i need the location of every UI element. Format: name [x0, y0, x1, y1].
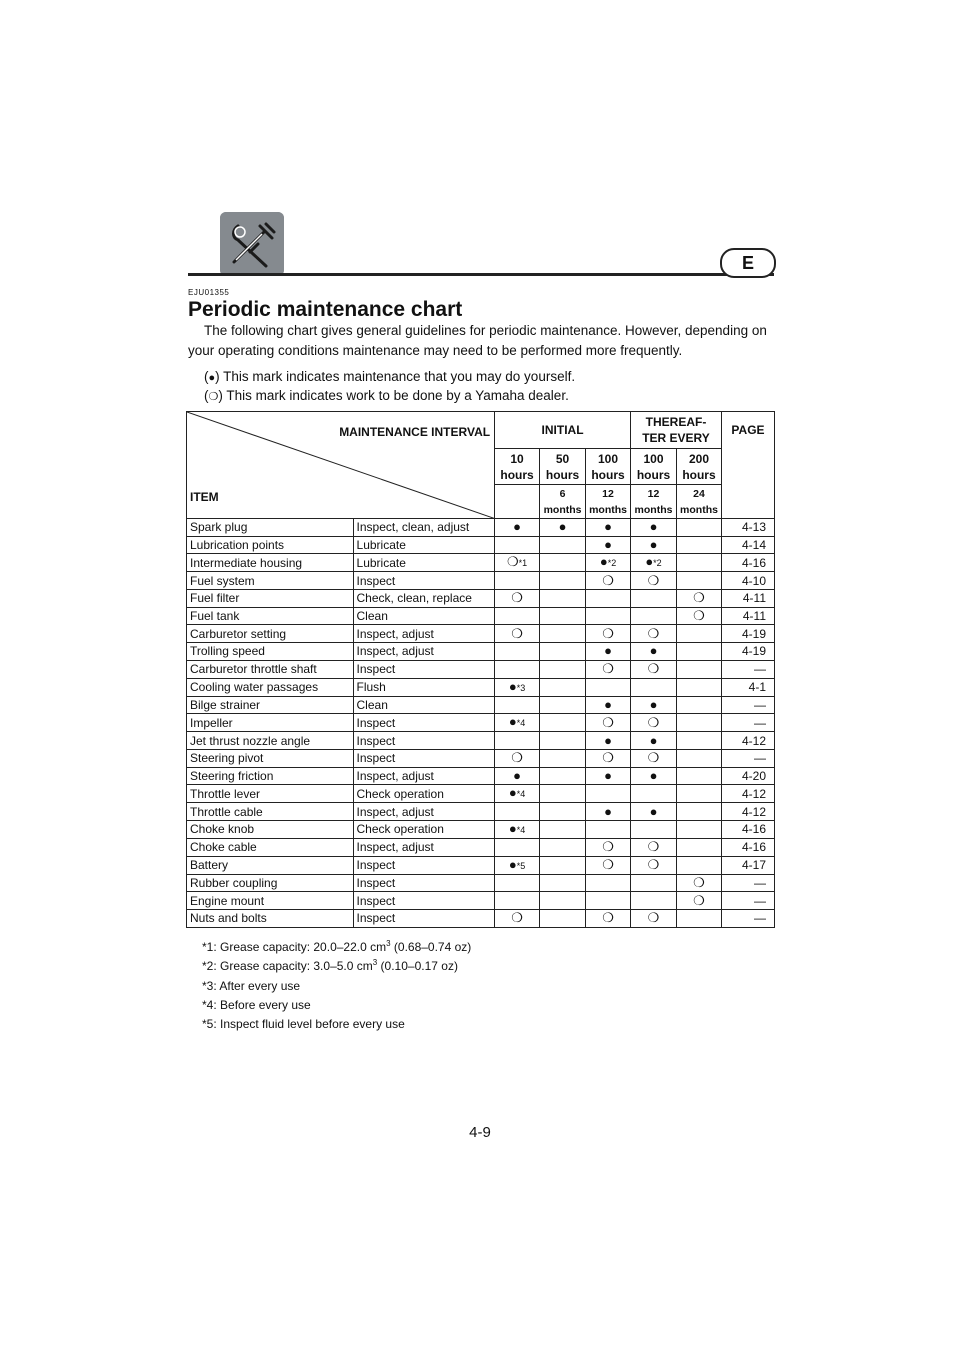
- table-body: [187, 519, 775, 928]
- mark-cell: [677, 732, 722, 750]
- mark-cell: [586, 820, 631, 838]
- mark-cell: ●: [631, 643, 677, 661]
- footnote-item: *1: Grease capacity: 20.0–22.0 $cm^3$ (0.68–0.74 oz): [202, 939, 472, 954]
- mark-cell: ●*3: [495, 678, 540, 696]
- mark-cell: [677, 643, 722, 661]
- mark-cell: ❍*1: [495, 554, 540, 572]
- mark-cell: ●*2: [631, 554, 677, 572]
- mark-cell: ●*5: [495, 856, 540, 874]
- page-ref-cell: —: [721, 660, 774, 678]
- mark-cell: ●: [586, 536, 631, 554]
- mark-cell: [677, 803, 722, 821]
- mark-cell: [540, 678, 586, 696]
- maintenance-interval-label: MAINTENANCE INTERVAL: [339, 425, 491, 439]
- mark-cell: ❍: [631, 572, 677, 590]
- item-cell: Nuts and bolts: [187, 910, 354, 928]
- action-cell: Inspect: [353, 660, 495, 678]
- table-row: [187, 536, 775, 554]
- mark-cell: [677, 785, 722, 803]
- table-row: [187, 892, 775, 910]
- mark-cell: ❍: [586, 714, 631, 732]
- table-row: [187, 643, 775, 661]
- mark-cell: [631, 607, 677, 625]
- months-cell: [495, 485, 540, 519]
- item-cell: Bilge strainer: [187, 696, 354, 714]
- mark-cell: [540, 910, 586, 928]
- hours-cell: 50 hours: [540, 449, 586, 485]
- mark-cell: [631, 785, 677, 803]
- doc-code: EJU01355: [188, 288, 230, 297]
- table-row: [187, 803, 775, 821]
- mark-cell: [495, 892, 540, 910]
- action-cell: Check operation: [353, 785, 495, 803]
- months-cell: 6 months: [540, 485, 586, 519]
- item-cell: Engine mount: [187, 892, 354, 910]
- table-row: [187, 767, 775, 785]
- page-ref-cell: —: [721, 910, 774, 928]
- page-ref-cell: 4-10: [721, 572, 774, 590]
- mark-cell: ❍: [631, 714, 677, 732]
- mark-cell: [540, 625, 586, 643]
- mark-cell: [540, 572, 586, 590]
- mark-cell: ●: [586, 767, 631, 785]
- page-ref-cell: —: [721, 696, 774, 714]
- mark-cell: [540, 714, 586, 732]
- page-ref-cell: 4-11: [721, 590, 774, 608]
- mark-cell: [586, 590, 631, 608]
- footnote-item: *3: After every use: [202, 978, 301, 993]
- mark-cell: ❍: [631, 838, 677, 856]
- mark-cell: ❍: [586, 856, 631, 874]
- action-cell: Inspect, clean, adjust: [353, 519, 495, 537]
- language-badge: E: [720, 248, 776, 278]
- mark-cell: ●*2: [586, 554, 631, 572]
- mark-cell: ●: [586, 732, 631, 750]
- item-cell: Throttle cable: [187, 803, 354, 821]
- legend-filled: (●) This mark indicates maintenance that you may do yourself.: [204, 369, 576, 384]
- table-row: [187, 678, 775, 696]
- mark-cell: [677, 519, 722, 537]
- mark-cell: [631, 678, 677, 696]
- mark-cell: ●*4: [495, 820, 540, 838]
- mark-cell: [540, 803, 586, 821]
- mark-cell: [677, 714, 722, 732]
- mark-cell: [495, 838, 540, 856]
- mark-cell: [540, 607, 586, 625]
- item-cell: Impeller: [187, 714, 354, 732]
- mark-cell: ❍: [586, 910, 631, 928]
- mark-cell: ●: [586, 696, 631, 714]
- table-row: [187, 874, 775, 892]
- mark-cell: [631, 874, 677, 892]
- mark-cell: ❍: [677, 607, 722, 625]
- table-row: [187, 732, 775, 750]
- mark-cell: ❍: [586, 660, 631, 678]
- mark-cell: [631, 892, 677, 910]
- page-ref-cell: 4-1: [721, 678, 774, 696]
- mark-cell: [495, 696, 540, 714]
- page-ref-cell: —: [721, 714, 774, 732]
- item-cell: Fuel tank: [187, 607, 354, 625]
- mark-cell: [677, 625, 722, 643]
- action-cell: Clean: [353, 607, 495, 625]
- page-ref-cell: —: [721, 749, 774, 767]
- table-row: [187, 910, 775, 928]
- months-cell: 24 months: [677, 485, 722, 519]
- mark-cell: ❍: [631, 749, 677, 767]
- table-row: [187, 785, 775, 803]
- mark-cell: [540, 892, 586, 910]
- mark-cell: ❍: [677, 590, 722, 608]
- hours-cell: 100 hours: [631, 449, 677, 485]
- mark-cell: [495, 572, 540, 590]
- page-ref-cell: —: [721, 892, 774, 910]
- hours-cell: 200 hours: [677, 449, 722, 485]
- page-ref-cell: 4-16: [721, 838, 774, 856]
- mark-cell: [631, 820, 677, 838]
- mark-cell: ●: [631, 696, 677, 714]
- months-cell: 12 months: [631, 485, 677, 519]
- item-cell: Choke knob: [187, 820, 354, 838]
- mark-cell: [677, 749, 722, 767]
- item-cell: Cooling water passages: [187, 678, 354, 696]
- item-cell: Rubber coupling: [187, 874, 354, 892]
- item-cell: Carburetor setting: [187, 625, 354, 643]
- initial-header: INITIAL: [495, 412, 631, 449]
- mark-cell: ❍: [495, 749, 540, 767]
- mark-cell: ❍: [495, 625, 540, 643]
- mark-cell: [495, 607, 540, 625]
- action-cell: Inspect: [353, 856, 495, 874]
- action-cell: Inspect: [353, 572, 495, 590]
- mark-cell: ●: [631, 519, 677, 537]
- table-row: [187, 660, 775, 678]
- mark-cell: ❍: [495, 910, 540, 928]
- page-header: PAGE: [721, 412, 774, 519]
- mark-cell: [677, 820, 722, 838]
- mark-cell: ●: [586, 803, 631, 821]
- footnote-item: *2: Grease capacity: 3.0–5.0 $cm^3$ (0.10–0.17 oz): [202, 958, 458, 974]
- mark-cell: ●*4: [495, 785, 540, 803]
- mark-cell: [677, 838, 722, 856]
- footnotes: [202, 936, 471, 1032]
- open-circle-icon: ❍: [208, 391, 219, 403]
- action-cell: Lubricate: [353, 554, 495, 572]
- action-cell: Inspect, adjust: [353, 625, 495, 643]
- mark-cell: ❍: [677, 892, 722, 910]
- mark-cell: [677, 856, 722, 874]
- filled-dot-icon: ●: [208, 372, 216, 384]
- mark-cell: ●: [540, 519, 586, 537]
- mark-cell: ●: [631, 536, 677, 554]
- page-ref-cell: 4-12: [721, 785, 774, 803]
- page-ref-cell: 4-12: [721, 732, 774, 750]
- mark-cell: ●*4: [495, 714, 540, 732]
- table-row: [187, 590, 775, 608]
- months-cell: 12 months: [586, 485, 631, 519]
- mark-cell: [540, 660, 586, 678]
- page-ref-cell: 4-14: [721, 536, 774, 554]
- mark-cell: ●: [495, 519, 540, 537]
- table-row: [187, 554, 775, 572]
- page-number: 4-9: [469, 1124, 491, 1141]
- legend-open: (❍) This mark indicates work to be done by a Yamaha dealer.: [204, 388, 569, 403]
- page-ref-cell: —: [721, 874, 774, 892]
- table-row: [187, 519, 775, 537]
- mark-cell: [495, 643, 540, 661]
- mark-cell: [495, 536, 540, 554]
- action-cell: Check, clean, replace: [353, 590, 495, 608]
- mark-cell: [540, 785, 586, 803]
- mark-cell: ●: [631, 732, 677, 750]
- action-cell: Inspect, adjust: [353, 838, 495, 856]
- item-cell: Fuel filter: [187, 590, 354, 608]
- mark-cell: ❍: [631, 856, 677, 874]
- action-cell: Inspect, adjust: [353, 767, 495, 785]
- item-cell: Spark plug: [187, 519, 354, 537]
- mark-cell: ●: [586, 519, 631, 537]
- mark-cell: [586, 892, 631, 910]
- item-cell: Fuel system: [187, 572, 354, 590]
- mark-cell: [495, 803, 540, 821]
- mark-cell: ❍: [586, 572, 631, 590]
- action-cell: Inspect, adjust: [353, 643, 495, 661]
- item-cell: Jet thrust nozzle angle: [187, 732, 354, 750]
- mark-cell: ❍: [586, 749, 631, 767]
- footnote-item: *5: Inspect fluid level before every use: [202, 1017, 405, 1032]
- mark-cell: ●: [495, 767, 540, 785]
- item-cell: Lubrication points: [187, 536, 354, 554]
- mark-cell: [540, 767, 586, 785]
- table-row: [187, 572, 775, 590]
- page-ref-cell: 4-13: [721, 519, 774, 537]
- mark-cell: [586, 874, 631, 892]
- item-cell: Choke cable: [187, 838, 354, 856]
- page-ref-cell: 4-11: [721, 607, 774, 625]
- mark-cell: [540, 874, 586, 892]
- item-cell: Steering pivot: [187, 749, 354, 767]
- hours-cell: 10 hours: [495, 449, 540, 485]
- item-cell: Battery: [187, 856, 354, 874]
- maintenance-table: [186, 411, 775, 928]
- mark-cell: [677, 678, 722, 696]
- mark-cell: [495, 874, 540, 892]
- item-cell: Trolling speed: [187, 643, 354, 661]
- mark-cell: [586, 785, 631, 803]
- mark-cell: [540, 590, 586, 608]
- table-row: [187, 838, 775, 856]
- action-cell: Inspect: [353, 714, 495, 732]
- action-cell: Inspect: [353, 892, 495, 910]
- mark-cell: [540, 856, 586, 874]
- mark-cell: [677, 554, 722, 572]
- mark-cell: [495, 660, 540, 678]
- mark-cell: ●: [631, 767, 677, 785]
- mark-cell: [495, 732, 540, 750]
- mark-cell: ●: [586, 643, 631, 661]
- page-ref-cell: 4-16: [721, 554, 774, 572]
- interval-item-header: [187, 412, 495, 519]
- mark-cell: [540, 820, 586, 838]
- table-row: [187, 607, 775, 625]
- action-cell: Inspect: [353, 910, 495, 928]
- mark-cell: [677, 536, 722, 554]
- header-rule: [188, 273, 774, 276]
- item-cell: Throttle lever: [187, 785, 354, 803]
- action-cell: Inspect: [353, 749, 495, 767]
- mark-cell: [677, 572, 722, 590]
- page-ref-cell: 4-19: [721, 643, 774, 661]
- item-label: ITEM: [190, 490, 219, 504]
- page-ref-cell: 4-17: [721, 856, 774, 874]
- item-cell: Carburetor throttle shaft: [187, 660, 354, 678]
- mark-cell: ❍: [495, 590, 540, 608]
- mark-cell: ❍: [677, 874, 722, 892]
- page-ref-cell: 4-20: [721, 767, 774, 785]
- page-ref-cell: 4-12: [721, 803, 774, 821]
- action-cell: Inspect, adjust: [353, 803, 495, 821]
- mark-cell: [540, 838, 586, 856]
- page-ref-cell: 4-19: [721, 625, 774, 643]
- mark-cell: [677, 660, 722, 678]
- mark-cell: [540, 749, 586, 767]
- item-cell: Intermediate housing: [187, 554, 354, 572]
- hours-cell: 100 hours: [586, 449, 631, 485]
- mark-cell: [677, 910, 722, 928]
- footnote-item: *4: Before every use: [202, 997, 311, 1012]
- table-row: [187, 714, 775, 732]
- mark-cell: ●: [631, 803, 677, 821]
- table-row: [187, 820, 775, 838]
- page-title: Periodic maintenance chart: [188, 298, 463, 321]
- mark-cell: [540, 536, 586, 554]
- mark-cell: [540, 696, 586, 714]
- action-cell: Inspect: [353, 874, 495, 892]
- mark-cell: ❍: [586, 838, 631, 856]
- action-cell: Inspect: [353, 732, 495, 750]
- table-row: [187, 625, 775, 643]
- mark-cell: [540, 643, 586, 661]
- mark-cell: ❍: [586, 625, 631, 643]
- mark-cell: [677, 767, 722, 785]
- page-ref-cell: 4-16: [721, 820, 774, 838]
- action-cell: Lubricate: [353, 536, 495, 554]
- item-cell: Steering friction: [187, 767, 354, 785]
- mark-cell: [586, 607, 631, 625]
- tools-icon: [220, 212, 284, 276]
- mark-cell: [631, 590, 677, 608]
- mark-cell: ❍: [631, 910, 677, 928]
- mark-cell: [586, 678, 631, 696]
- table-row: [187, 856, 775, 874]
- action-cell: Clean: [353, 696, 495, 714]
- action-cell: Check operation: [353, 820, 495, 838]
- table-row: [187, 696, 775, 714]
- mark-cell: ❍: [631, 660, 677, 678]
- mark-cell: [540, 732, 586, 750]
- mark-cell: ❍: [631, 625, 677, 643]
- thereafter-header: THEREAF- TER EVERY: [631, 412, 722, 449]
- mark-cell: [677, 696, 722, 714]
- mark-cell: [540, 554, 586, 572]
- action-cell: Flush: [353, 678, 495, 696]
- intro-paragraph: The following chart gives general guidelines for periodic maintenance. However, depending on your operating conditions maintenance may need to be performed more frequently.: [188, 323, 767, 358]
- table-row: [187, 749, 775, 767]
